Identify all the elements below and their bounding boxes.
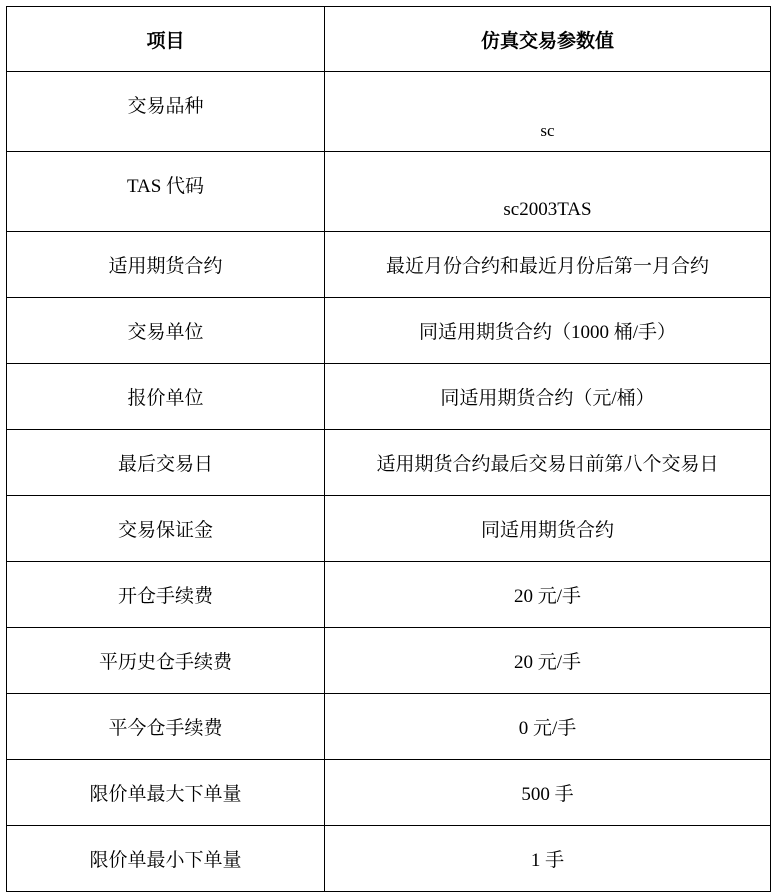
row-value: 20 元/手 — [325, 562, 771, 628]
header-item: 项目 — [7, 7, 325, 72]
row-item: 限价单最大下单量 — [7, 760, 325, 826]
row-value: 适用期货合约最后交易日前第八个交易日 — [325, 430, 771, 496]
simulation-parameter-table — [6, 6, 771, 892]
table-row — [7, 72, 771, 152]
table-row — [7, 826, 771, 892]
row-value: 最近月份合约和最近月份后第一月合约 — [325, 232, 771, 298]
row-item: 开仓手续费 — [7, 562, 325, 628]
row-item: 平今仓手续费 — [7, 694, 325, 760]
table-row — [7, 496, 771, 562]
table-row — [7, 694, 771, 760]
row-item: 限价单最小下单量 — [7, 826, 325, 892]
table-row — [7, 152, 771, 232]
row-value: 同适用期货合约 — [325, 496, 771, 562]
row-item: 适用期货合约 — [7, 232, 325, 298]
table-row — [7, 298, 771, 364]
table-row — [7, 628, 771, 694]
row-item: 最后交易日 — [7, 430, 325, 496]
row-item: 交易品种 — [7, 72, 325, 152]
table-row — [7, 760, 771, 826]
table-row — [7, 562, 771, 628]
row-item: TAS 代码 — [7, 152, 325, 232]
row-value: 同适用期货合约（元/桶） — [325, 364, 771, 430]
row-value: 同适用期货合约（1000 桶/手） — [325, 298, 771, 364]
row-item: 平历史仓手续费 — [7, 628, 325, 694]
parameter-table-container — [6, 6, 771, 892]
table-row — [7, 232, 771, 298]
row-value: 500 手 — [325, 760, 771, 826]
row-item: 交易保证金 — [7, 496, 325, 562]
row-value: 20 元/手 — [325, 628, 771, 694]
row-value: sc2003TAS — [325, 152, 771, 232]
row-item: 交易单位 — [7, 298, 325, 364]
table-row — [7, 364, 771, 430]
row-value: 0 元/手 — [325, 694, 771, 760]
header-value: 仿真交易参数值 — [325, 7, 771, 72]
table-header-row — [7, 7, 771, 72]
table-row — [7, 430, 771, 496]
row-value: sc — [325, 72, 771, 152]
row-value: 1 手 — [325, 826, 771, 892]
row-item: 报价单位 — [7, 364, 325, 430]
